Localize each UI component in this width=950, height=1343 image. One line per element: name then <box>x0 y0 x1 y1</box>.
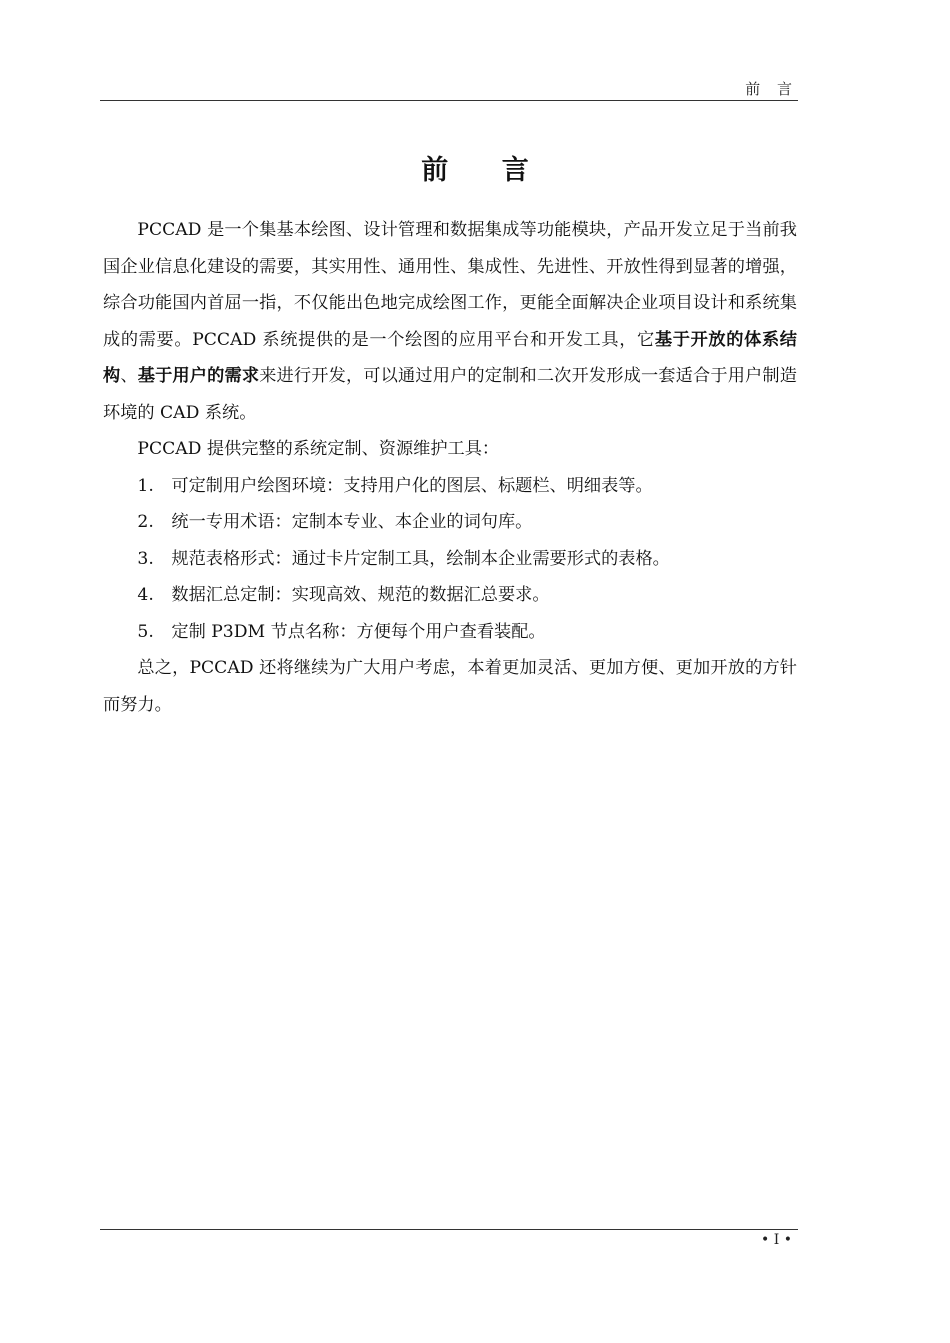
tools-intro-paragraph: PCCAD 提供完整的系统定制、资源维护工具： <box>137 439 500 459</box>
emphasis-user-needs: 基于用户的需求 <box>137 366 260 386</box>
list-item-text: 定制 P3DM 节点名称：方便每个用户查看装配。 <box>171 621 546 642</box>
list-item-text: 数据汇总定制：实现高效、规范的数据汇总要求。 <box>171 585 550 605</box>
list-item-number: 4. <box>137 585 154 605</box>
page-number: • I • <box>761 1232 792 1248</box>
list-item <box>103 614 797 651</box>
intro-separator: 、 <box>120 366 138 386</box>
list-item-text: 可定制用户绘图环境：支持用户化的图层、标题栏、明细表等。 <box>171 475 653 496</box>
list-item-number: 1. <box>137 475 154 496</box>
list-item-text: 统一专用术语：定制本专业、本企业的词句库。 <box>171 512 533 532</box>
intro-text-end: 来进行开发，可以通过用户的定制和二次开发形成一套适合于用户制造环境的 CAD 系统。 <box>103 366 797 423</box>
running-header: 前 言 <box>745 80 798 98</box>
header-rule <box>100 100 798 101</box>
intro-paragraph <box>103 212 797 431</box>
intro-text: PCCAD 是一个集基本绘图、设计管理和数据集成等功能模块，产品开发立足于当前我国企业信息化建设的需要，其实用性、通用性、集成性、先进性、开放性得到显著的增强，综合功能国内首屈一指，不仅能出色地完成绘图工作，更能全面解决企业项目设计和系统集成的需要。PCCAD 系统提供的是一个绘图的应用平台和开发工具，它 <box>103 220 797 350</box>
page-title: 前 言 <box>421 155 551 186</box>
emphasis-open-architecture: 基于开放的体系结构 <box>103 329 797 386</box>
document-body <box>103 212 797 723</box>
list-item <box>103 541 797 578</box>
list-item <box>103 468 797 505</box>
list-item-number: 5. <box>137 621 154 642</box>
list-item-text: 规范表格形式：通过卡片定制工具，绘制本企业需要形式的表格。 <box>171 548 670 569</box>
footer-rule <box>100 1229 798 1230</box>
list-item <box>103 504 797 541</box>
list-item <box>103 577 797 614</box>
list-item-number: 2. <box>137 512 154 532</box>
conclusion-paragraph: 总之，PCCAD 还将继续为广大用户考虑，本着更加灵活、更加方便、更加开放的方针而努力。 <box>103 658 797 715</box>
list-item-number: 3. <box>137 548 154 569</box>
feature-list <box>103 468 797 651</box>
